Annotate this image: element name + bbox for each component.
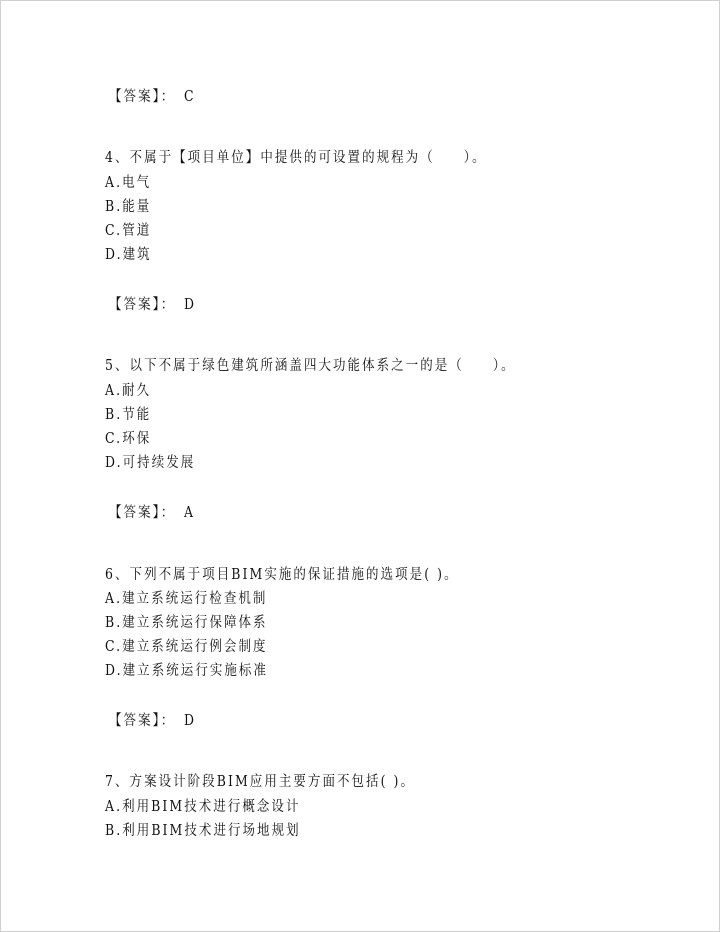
answer-label: 【答案】： bbox=[109, 297, 176, 313]
question-stem: 7、方案设计阶段BIM应用主要方面不包括( )。 bbox=[105, 774, 416, 790]
answer-value: C bbox=[184, 89, 196, 105]
question-option: D.建筑 bbox=[105, 247, 152, 263]
answer-value: D bbox=[184, 713, 197, 729]
answer-value: A bbox=[184, 505, 196, 521]
question-option: A.电气 bbox=[105, 175, 152, 191]
question-option: D.可持续发展 bbox=[105, 455, 196, 471]
answer-label: 【答案】： bbox=[109, 505, 176, 521]
question-option: D.建立系统运行实施标准 bbox=[105, 663, 268, 679]
question-stem: 5、以下不属于绿色建筑所涵盖四大功能体系之一的是（ ）。 bbox=[105, 358, 516, 374]
question-stem: 6、下列不属于项目BIM实施的保证措施的选项是( )。 bbox=[105, 567, 459, 583]
question-option: C.环保 bbox=[105, 431, 152, 447]
question-option: A.耐久 bbox=[105, 383, 152, 399]
question-option: A.建立系统运行检查机制 bbox=[105, 591, 268, 607]
question-option: B.能量 bbox=[105, 199, 152, 215]
question-stem: 4、不属于【项目单位】中提供的可设置的规程为（ ）。 bbox=[105, 150, 487, 166]
question-option: B.节能 bbox=[105, 407, 152, 423]
question-option: C.建立系统运行例会制度 bbox=[105, 639, 268, 655]
answer-line bbox=[109, 503, 195, 523]
answer-value: D bbox=[184, 297, 197, 313]
answer-line bbox=[109, 295, 196, 315]
answer-line bbox=[109, 711, 196, 731]
question-option: B.建立系统运行保障体系 bbox=[105, 615, 268, 631]
question-option: B.利用BIM技术进行场地规划 bbox=[105, 823, 301, 839]
question-option: A.利用BIM技术进行概念设计 bbox=[105, 799, 301, 815]
answer-label: 【答案】： bbox=[109, 89, 176, 105]
answer-line bbox=[109, 87, 196, 107]
question-option: C.管道 bbox=[105, 223, 152, 239]
answer-label: 【答案】： bbox=[109, 713, 176, 729]
